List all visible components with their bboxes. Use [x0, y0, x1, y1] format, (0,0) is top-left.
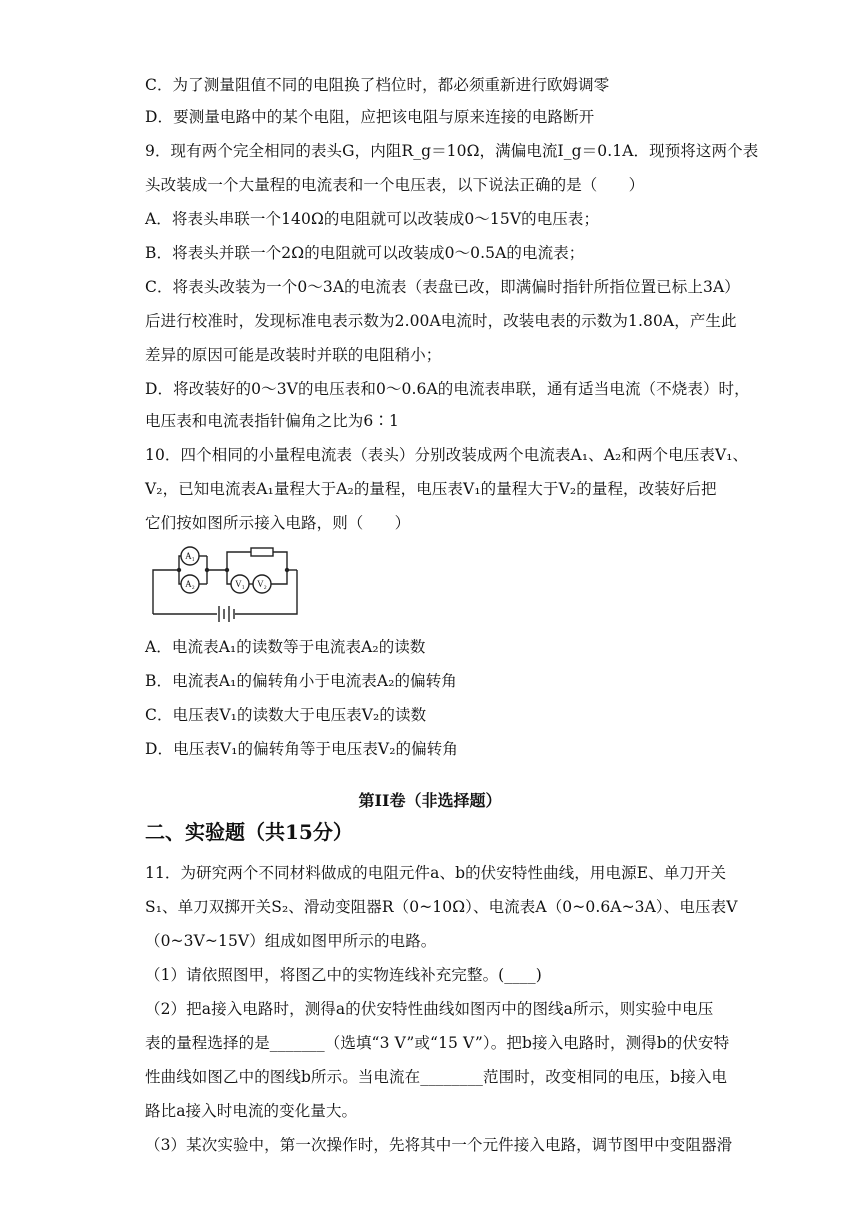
option-line: C．电压表V₁的读数大于电压表V₂的读数: [145, 706, 427, 724]
option-line: D．要测量电路中的某个电阻，应把该电阻与原来连接的电路断开: [145, 108, 595, 126]
section-title: 二、实验题（共15分）: [145, 820, 353, 844]
option-line: D．电压表V₁的偏转角等于电压表V₂的偏转角: [145, 740, 458, 758]
ammeter-a2-label: A₂: [185, 579, 195, 589]
circuit-diagram: [145, 544, 305, 622]
option-line: C．为了测量阻值不同的电阻换了档位时，都必须重新进行欧姆调零: [145, 76, 610, 94]
question-line: （2）把a接入电路时，测得a的伏安特性曲线如图丙中的图线a所示，则实验中电压: [145, 1000, 714, 1018]
option-line: 后进行校准时，发现标准电表示数为2.00A电流时，改装电表的示数为1.80A，产生此: [145, 312, 737, 330]
voltmeter-v1-label: V₁: [235, 579, 245, 589]
option-line: B．电流表A₁的偏转角小于电流表A₂的偏转角: [145, 672, 457, 690]
voltmeter-v2-label: V₂: [257, 579, 267, 589]
option-line: A．电流表A₁的读数等于电流表A₂的读数: [145, 638, 426, 656]
option-line: D．将改装好的0～3V的电压表和0～0.6A的电流表串联，通有适当电流（不烧表）时，: [145, 380, 750, 398]
question-line: 它们按如图所示接入电路，则（ ）: [145, 514, 411, 532]
question-line: S₁、单刀双掷开关S₂、滑动变阻器R（0~10Ω）、电流表A（0~0.6A~3A）、电压表V: [145, 898, 738, 916]
part-heading: 第II卷（非选择题）: [358, 791, 502, 810]
question-line: V₂，已知电流表A₁量程大于A₂的量程，电压表V₁的量程大于V₂的量程，改装好后把: [145, 480, 717, 498]
option-line: 电压表和电流表指针偏角之比为6∶1: [145, 412, 399, 430]
question-line: 路比a接入时电流的变化量大。: [145, 1102, 358, 1120]
question-line: （1）请依照图甲，将图乙中的实物连线补充完整。(____): [145, 966, 542, 984]
question-line: （0~3V~15V）组成如图甲所示的电路。: [145, 932, 437, 950]
question-line: 9．现有两个完全相同的表头G，内阻R_g＝10Ω，满偏电流I_g＝0.1A．现预将这两个表: [145, 142, 759, 160]
question-line: 头改装成一个大量程的电流表和一个电压表，以下说法正确的是（ ）: [145, 176, 645, 194]
option-line: A．将表头串联一个140Ω的电阻就可以改装成0～15V的电压表；: [145, 210, 600, 228]
question-line: 表的量程选择的是_______（选填“3 V”或“15 V”）。把b接入电路时，测得b的伏安特: [145, 1034, 730, 1052]
option-line: C．将表头改装为一个0～3A的电流表（表盘已改，即满偏时指针所指位置已标上3A）: [145, 278, 740, 296]
question-line: 11．为研究两个不同材料做成的电阻元件a、b的伏安特性曲线，用电源E、单刀开关: [145, 864, 727, 882]
question-line: （3）某次实验中，第一次操作时，先将其中一个元件接入电路，调节图甲中变阻器滑: [145, 1136, 733, 1154]
question-line: 10．四个相同的小量程电流表（表头）分别改装成两个电流表A₁、A₂和两个电压表V₁、: [145, 446, 749, 464]
question-line: 性曲线如图乙中的图线b所示。当电流在________范围时，改变相同的电压，b接入电: [145, 1068, 728, 1086]
ammeter-a1-label: A₁: [185, 551, 195, 561]
option-line: B．将表头并联一个2Ω的电阻就可以改装成0～0.5A的电流表；: [145, 244, 585, 262]
option-line: 差异的原因可能是改装时并联的电阻稍小；: [145, 346, 442, 364]
